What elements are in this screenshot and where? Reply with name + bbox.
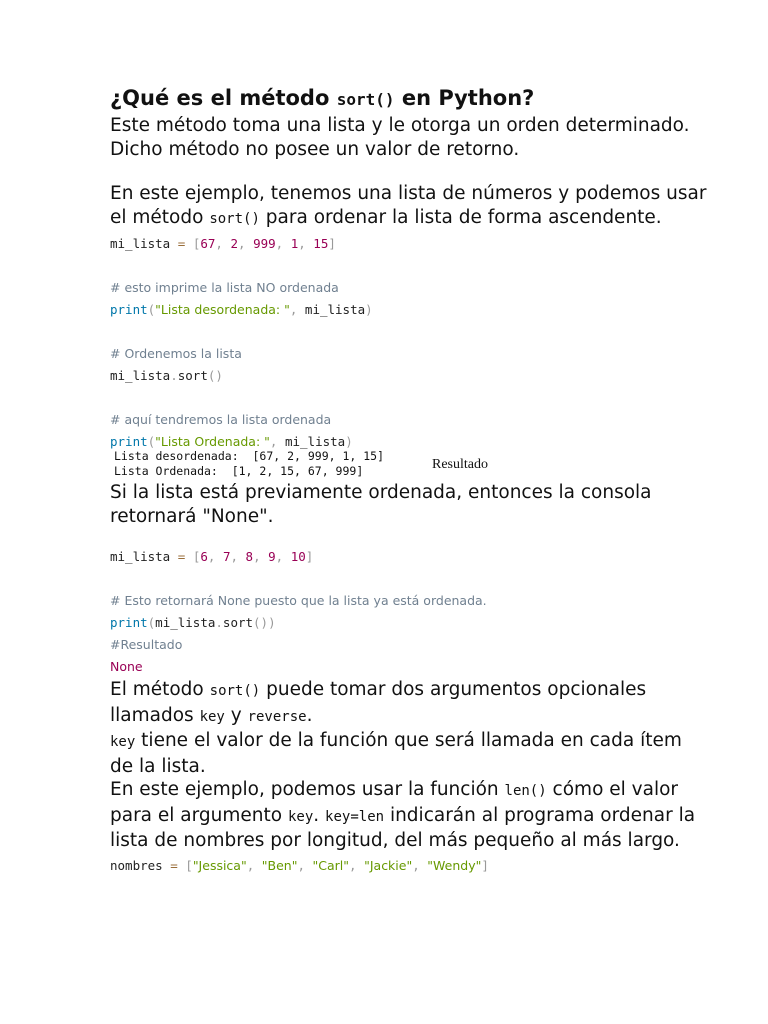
- paragraph-intro: Este método toma una lista y le otorga un orden determinado. Dicho método no posee un valor de retorno.: [110, 115, 690, 160]
- code-block-3: [110, 855, 710, 877]
- document-body: [110, 84, 710, 877]
- code-comment: # aquí tendremos la lista ordenada: [110, 412, 332, 427]
- code-comment: # Esto retornará None puesto que la lista ya está ordenada.: [110, 593, 487, 608]
- output-line: Lista desordenada: [67, 2, 999, 1, 15]: [114, 449, 385, 463]
- code-output: None: [110, 659, 143, 674]
- output-caption: Resultado: [432, 457, 488, 472]
- code-line: print(mi_lista.sort()): [110, 615, 276, 630]
- code-block-1: [110, 233, 710, 453]
- paragraph-arguments: El método sort() puede tomar dos argumentos opcionales llamados key y reverse.: [110, 679, 647, 726]
- paragraph-len-example: En este ejemplo, podemos usar la función len() cómo el valor para el argumento key. key=len indicarán al programa ordenar la lista de nombres por longitud, del más pequeño al más largo.: [110, 779, 696, 851]
- code-block-2: [110, 546, 710, 678]
- output-line: Lista Ordenada: [1, 2, 15, 67, 999]: [114, 464, 364, 478]
- code-line: print("Lista Ordenada: ", mi_lista): [110, 434, 353, 449]
- paragraph-example: En este ejemplo, tenemos una lista de números y podemos usar el método sort() para ordenar la lista de forma ascendente.: [110, 183, 707, 228]
- code-line: nombres = ["Jessica", "Ben", "Carl", "Jackie", "Wendy"]: [110, 857, 489, 873]
- inline-code: sort(): [336, 90, 395, 109]
- code-comment: #Resultado: [110, 637, 183, 652]
- paragraph-key: key tiene el valor de la función que será llamada en cada ítem de la lista.: [110, 730, 682, 777]
- page-title: ¿Qué es el método sort() en Python?: [110, 86, 535, 110]
- inline-code: sort(): [209, 210, 260, 227]
- code-comment: # Ordenemos la lista: [110, 346, 242, 361]
- code-line: mi_lista = [67, 2, 999, 1, 15]: [110, 236, 336, 251]
- code-comment: # esto imprime la lista NO ordenada: [110, 280, 339, 295]
- code-line: mi_lista.sort(): [110, 368, 223, 383]
- code-line: print("Lista desordenada: ", mi_lista): [110, 302, 373, 317]
- code-line: mi_lista = [6, 7, 8, 9, 10]: [110, 549, 314, 564]
- paragraph-none: Si la lista está previamente ordenada, entonces la consola retornará "None".: [110, 482, 652, 527]
- output-image: [110, 449, 710, 489]
